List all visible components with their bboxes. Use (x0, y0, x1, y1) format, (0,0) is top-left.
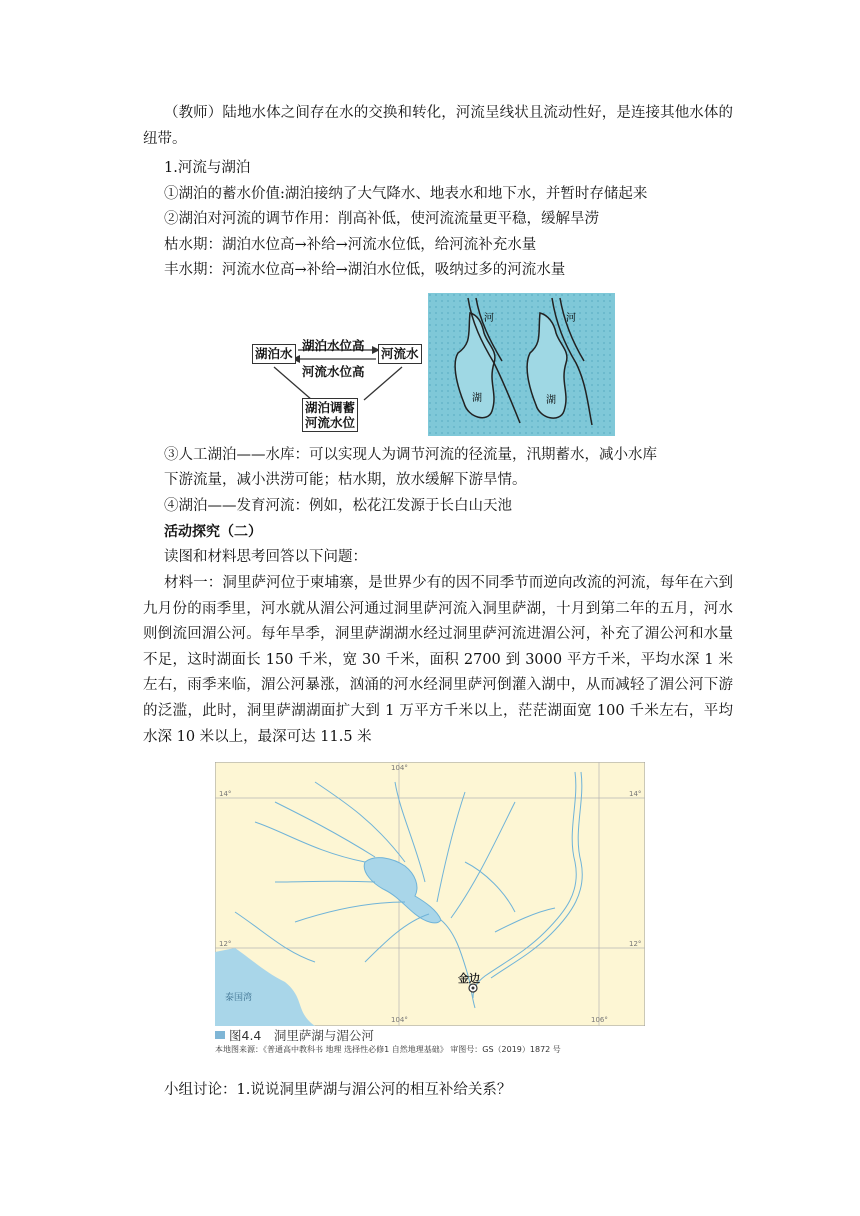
river-water-box: 河流水 (378, 344, 422, 364)
activity-heading: 活动探究（二） (164, 524, 262, 540)
map-svg (215, 762, 645, 1026)
lat-label-12-left: 12° (219, 940, 232, 948)
map-caption-title (215, 1028, 645, 1044)
regulation-line-1: 湖泊调蓄 (305, 400, 356, 415)
regulation-box (302, 398, 358, 432)
lower-label: 河流水位高 (302, 364, 365, 379)
point-3b: 下游流量，减小洪涝可能；枯水期，放水缓解下游旱情。 (164, 472, 527, 488)
discussion-question: 小组讨论：1.说说洞里萨湖与湄公河的相互补给关系？ (164, 1082, 512, 1098)
gulf-label: 泰国湾 (225, 993, 253, 1003)
point-4: ④湖泊——发育河流：例如，松花江发源于长白山天池 (164, 498, 512, 514)
lake-label-right: 湖 (546, 395, 556, 406)
lon-label-106: 106° (591, 1016, 608, 1024)
dry-season-line: 枯水期：湖泊水位高→补给→河流水位低，给河流补充水量 (164, 237, 537, 253)
lake-label-left: 湖 (472, 393, 482, 404)
lon-label-104-top: 104° (391, 764, 408, 772)
wet-season-line: 丰水期：河流水位高→补给→湖泊水位低，吸纳过多的河流水量 (164, 262, 566, 278)
lat-label-12-right: 12° (629, 940, 642, 948)
lake-river-diagram (252, 336, 424, 436)
lake-illustration-svg (428, 293, 615, 436)
tonle-sap-map (215, 762, 645, 1026)
lon-label-104-bottom: 104° (391, 1016, 408, 1024)
point-3a: ③人工湖泊——水库：可以实现人为调节河流的径流量，汛期蓄水，减小水库 (164, 447, 657, 463)
material-paragraph: 材料一：洞里萨河位于柬埔寨，是世界少有的因不同季节而逆向改流的河流，每年在六到九月份的雨季里，河水就从湄公河通过洞里萨河流入洞里萨湖，十月到第二年的五月，河水则倒流回湄公河。每年旱季，洞里萨湖湖水经过洞里萨河流进湄公河，补充了湄公河和水量不足，这时湖面长 150 千米，宽 30 千米，面积 2700 到 3000 平方千米，平均水深 1 米左右，雨季来临，湄公河暴涨，汹涌的河水经洞里萨河倒灌入湖中，从而减轻了湄公河下游的泛滥，此时，洞里萨湖湖面扩大到 1 万平方千米以上，茫茫湖面宽 100 千米左右，平均水深 10 米以上，最深可达 11.5 米 (143, 575, 733, 745)
river-label-right: 河 (566, 313, 576, 324)
point-1: ①湖泊的蓄水价值:湖泊接纳了大气降水、地表水和地下水，并暂时存储起来 (164, 186, 648, 202)
lat-label-14-right: 14° (629, 790, 642, 798)
instruction: 读图和材料思考回答以下问题： (164, 549, 367, 565)
lake-water-box: 湖泊水 (252, 344, 296, 364)
map-caption (215, 1028, 645, 1056)
caption-marker-icon (215, 1031, 225, 1039)
upper-label: 湖泊水位高 (302, 338, 365, 353)
river-label-left: 河 (484, 313, 494, 324)
map-source: 本地图来源：《普通高中教科书 地理 选择性必修1 自然地理基础》 审图号：GS（2019）1872 号 (215, 1045, 561, 1054)
regulation-line-2: 河流水位 (305, 415, 356, 430)
intro-paragraph: （教师）陆地水体之间存在水的交换和转化，河流呈线状且流动性好，是连接其他水体的纽带。 (143, 105, 733, 147)
map-caption-text: 图4.4 洞里萨湖与湄公河 (229, 1028, 374, 1043)
lat-label-14-left: 14° (219, 790, 232, 798)
section-heading-rivers-lakes: 1.河流与湖泊 (164, 160, 251, 176)
point-2: ②湖泊对河流的调节作用：削高补低，使河流流量更平稳，缓解旱涝 (164, 211, 599, 227)
city-label: 金边 (458, 972, 480, 985)
lake-river-illustration (428, 293, 615, 436)
